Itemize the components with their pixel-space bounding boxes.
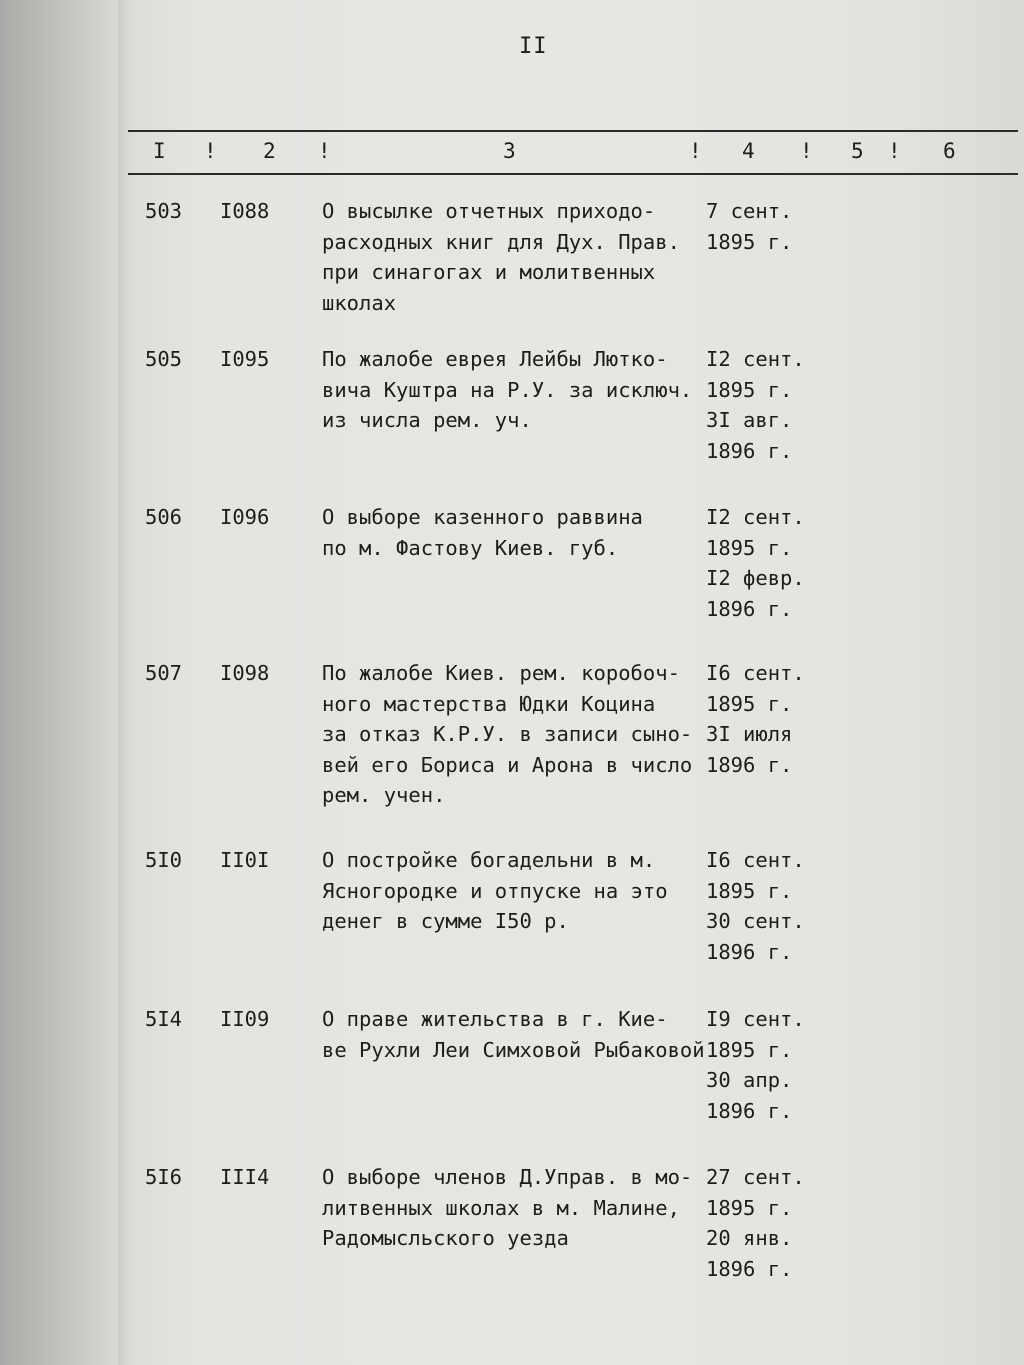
- entry-dates: [706, 1004, 805, 1126]
- column-header-5: 5: [851, 139, 864, 163]
- entry-description: [322, 344, 692, 436]
- file-number: I096: [220, 505, 270, 529]
- date-line: 1896 г.: [706, 1256, 793, 1281]
- description-line: Радомысльского уезда: [322, 1226, 569, 1250]
- date-line: I6 сент.: [706, 661, 805, 685]
- entry-dates: [706, 1162, 805, 1284]
- entry-dates: [706, 502, 805, 624]
- date-line: I2 сент.: [706, 505, 805, 529]
- entry-dates: [706, 845, 805, 967]
- description-line: вича Куштра на Р.У. за исключ.: [322, 377, 693, 402]
- file-number: II0I: [220, 848, 270, 872]
- description-line: за отказ К.Р.У. в записи сыно-: [322, 722, 693, 746]
- description-line: По жалобе Киев. рем. коробоч-: [322, 661, 680, 685]
- date-line: 3I авг.: [706, 408, 793, 432]
- column-header-6: 6: [943, 139, 956, 163]
- date-line: 1895 г.: [706, 1037, 793, 1062]
- description-line: ного мастерства Юдки Коцина: [322, 691, 656, 716]
- date-line: 30 апр.: [706, 1068, 793, 1092]
- description-line: Ясногородке и отпуске на это: [322, 878, 668, 903]
- description-line: О праве жительства в г. Кие-: [322, 1007, 668, 1031]
- description-line: По жалобе еврея Лейбы Лютко-: [322, 347, 668, 371]
- date-line: 1896 г.: [706, 939, 793, 964]
- date-line: I6 сент.: [706, 848, 805, 872]
- date-line: 1896 г.: [706, 752, 793, 777]
- date-line: 3I июля: [706, 722, 793, 746]
- file-number: I098: [220, 661, 270, 685]
- description-line: ве Рухли Леи Симховой Рыбаковой: [322, 1037, 705, 1062]
- description-line: О высылке отчетных приходо-: [322, 199, 656, 223]
- entry-description: [322, 658, 692, 811]
- file-number: II09: [220, 1007, 270, 1031]
- file-number: I088: [220, 199, 270, 223]
- entry-dates: [706, 344, 805, 466]
- description-line: из числа рем. уч.: [322, 408, 532, 432]
- entry-description: [322, 1162, 692, 1254]
- date-line: 1895 г.: [706, 229, 793, 254]
- table-header-rule: [128, 173, 1018, 175]
- entry-number: 505: [145, 347, 183, 371]
- description-line: О выборе членов Д.Управ. в мо-: [322, 1165, 693, 1189]
- description-line: при синагогах и молитвенных: [322, 260, 656, 284]
- entry-number: 503: [145, 199, 183, 223]
- entry-description: [322, 196, 680, 318]
- entry-description: [322, 1004, 705, 1065]
- date-line: 1896 г.: [706, 596, 793, 621]
- page-fold-shadow: [118, 0, 132, 1365]
- file-number: III4: [220, 1165, 270, 1189]
- description-line: литвенных школах в м. Малине,: [322, 1195, 680, 1220]
- description-line: О постройке богадельни в м.: [322, 848, 656, 872]
- description-line: по м. Фастову Киев. губ.: [322, 535, 619, 560]
- date-line: I2 сент.: [706, 347, 805, 371]
- entry-description: [322, 845, 668, 937]
- column-separator: !: [204, 139, 217, 163]
- description-line: вей его Бориса и Арона в число: [322, 752, 693, 777]
- file-number: I095: [220, 347, 270, 371]
- description-line: школах: [322, 290, 397, 315]
- column-header-2: 2: [263, 139, 276, 163]
- description-line: денег в сумме I50 р.: [322, 909, 569, 933]
- date-line: 1895 г.: [706, 691, 793, 716]
- date-line: 27 сент.: [706, 1165, 805, 1189]
- description-line: расходных книг для Дух. Прав.: [322, 229, 680, 254]
- table-top-rule: [128, 130, 1018, 132]
- date-line: 1896 г.: [706, 1098, 793, 1123]
- column-header-1: I: [153, 139, 166, 163]
- date-line: 1896 г.: [706, 438, 793, 463]
- column-header-4: 4: [742, 139, 755, 163]
- date-line: I9 сент.: [706, 1007, 805, 1031]
- entry-dates: [706, 658, 805, 780]
- column-separator: !: [800, 139, 813, 163]
- date-line: 1895 г.: [706, 1195, 793, 1220]
- entry-number: 5I6: [145, 1165, 183, 1189]
- entry-number: 507: [145, 661, 183, 685]
- description-line: О выборе казенного раввина: [322, 505, 643, 529]
- date-line: 20 янв.: [706, 1226, 793, 1250]
- entry-description: [322, 502, 643, 563]
- date-line: 30 сент.: [706, 909, 805, 933]
- column-separator: !: [318, 139, 331, 163]
- date-line: 1895 г.: [706, 377, 793, 402]
- entry-number: 5I0: [145, 848, 183, 872]
- column-separator: !: [888, 139, 901, 163]
- entry-number: 5I4: [145, 1007, 183, 1031]
- date-line: I2 февр.: [706, 566, 805, 590]
- column-separator: !: [689, 139, 702, 163]
- description-line: рем. учен.: [322, 783, 446, 807]
- entry-number: 506: [145, 505, 183, 529]
- entry-dates: [706, 196, 792, 257]
- date-line: 7 сент.: [706, 199, 793, 223]
- date-line: 1895 г.: [706, 878, 793, 903]
- page-number: II: [519, 34, 548, 59]
- date-line: 1895 г.: [706, 535, 793, 560]
- column-header-3: 3: [503, 139, 516, 163]
